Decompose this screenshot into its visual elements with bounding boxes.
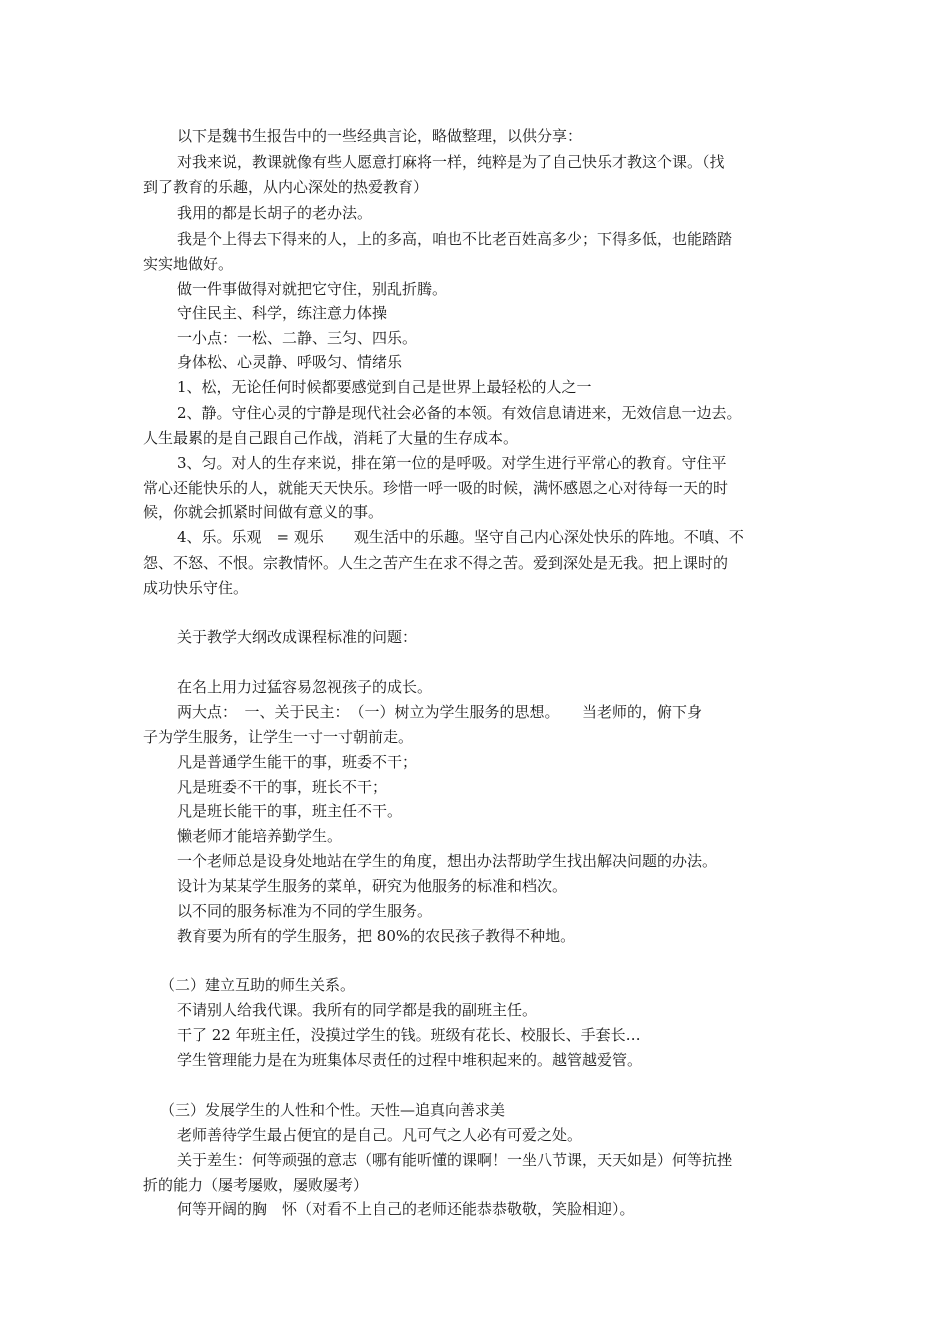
text-line: 候，你就会抓紧时间做有意义的事。 bbox=[143, 503, 384, 521]
text-line: 折的能力（屡考屡败，屡败屡考） bbox=[143, 1176, 369, 1194]
text-line: 凡是班长能干的事，班主任不干。 bbox=[177, 802, 403, 820]
text-line: 成功快乐守住。 bbox=[143, 579, 249, 597]
text-line: 对我来说，教课就像有些人愿意打麻将一样，纯粹是为了自己快乐才教这个课。（找 bbox=[177, 153, 725, 171]
text-line: 一小点：一松、二静、三匀、四乐。 bbox=[177, 329, 418, 347]
text-line: 身体松、心灵静、呼吸匀、情绪乐 bbox=[177, 353, 403, 371]
section-heading: 关于教学大纲改成课程标准的问题： bbox=[177, 628, 418, 646]
text-line: 以下是魏书生报告中的一些经典言论，略做整理，以供分享： bbox=[177, 127, 583, 145]
text-line: 人生最累的是自己跟自己作战，消耗了大量的生存成本。 bbox=[143, 429, 519, 447]
text-line: 实实地做好。 bbox=[143, 255, 234, 273]
text-line: 何等开阔的胸 怀（对看不上自己的老师还能恭恭敬敬，笑脸相迎）。 bbox=[177, 1200, 635, 1218]
section-heading: （三）发展学生的人性和个性。天性—追真向善求美 bbox=[160, 1101, 506, 1119]
text-line: 教育要为所有的学生服务，把 80%的农民孩子教得不种地。 bbox=[177, 927, 576, 945]
text-line: 老师善待学生最占便宜的是自己。凡可气之人必有可爱之处。 bbox=[177, 1126, 583, 1144]
text-line: 守住民主、科学，练注意力体操 bbox=[177, 304, 388, 322]
text-line: 子为学生服务，让学生一寸一寸朝前走。 bbox=[143, 728, 414, 746]
text-line: 4、乐。乐观 = 观乐 观生活中的乐趣。坚守自己内心深处快乐的阵地。不嗔、不 bbox=[177, 528, 744, 546]
text-line: 我是个上得去下得来的人，上的多高，咱也不比老百姓高多少；下得多低，也能踏踏 bbox=[177, 230, 733, 248]
text-line: 懒老师才能培养勤学生。 bbox=[177, 827, 343, 845]
text-line: 关于差生：何等顽强的意志（哪有能听懂的课啊！一坐八节课，天天如是）何等抗挫 bbox=[177, 1151, 733, 1169]
text-line: 2、静。守住心灵的宁静是现代社会必备的本领。有效信息请进来，无效信息一边去。 bbox=[177, 404, 742, 422]
text-line: 设计为某某学生服务的菜单，研究为他服务的标准和档次。 bbox=[177, 877, 568, 895]
text-line: 凡是普通学生能干的事，班委不干； bbox=[177, 753, 418, 771]
text-line: 3、匀。对人的生存来说，排在第一位的是呼吸。对学生进行平常心的教育。守住平 bbox=[177, 454, 727, 472]
section-heading: （二）建立互助的师生关系。 bbox=[160, 976, 356, 994]
text-line: 一个老师总是设身处地站在学生的角度，想出办法帮助学生找出解决问题的办法。 bbox=[177, 852, 718, 870]
text-line: 我用的都是长胡子的老办法。 bbox=[177, 204, 373, 222]
text-line: 怨、不怒、不恨。宗教情怀。人生之苦产生在求不得之苦。爱到深处是无我。把上课时的 bbox=[143, 554, 729, 572]
text-line: 到了教育的乐趣，从内心深处的热爱教育） bbox=[143, 178, 429, 196]
text-line: 凡是班委不干的事，班长不干； bbox=[177, 778, 388, 796]
text-line: 在名上用力过猛容易忽视孩子的成长。 bbox=[177, 678, 433, 696]
text-line: 1、松，无论任何时候都要感觉到自己是世界上最轻松的人之一 bbox=[177, 378, 592, 396]
text-line: 干了 22 年班主任，没摸过学生的钱。班级有花长、校服长、手套长… bbox=[177, 1026, 641, 1044]
text-line: 以不同的服务标准为不同的学生服务。 bbox=[177, 902, 433, 920]
text-line: 两大点： 一、关于民主： （一）树立为学生服务的思想。 当老师的，俯下身 bbox=[177, 703, 703, 721]
text-line: 做一件事做得对就把它守住，别乱折腾。 bbox=[177, 280, 448, 298]
text-line: 学生管理能力是在为班集体尽责任的过程中堆积起来的。越管越爱管。 bbox=[177, 1051, 643, 1069]
text-line: 常心还能快乐的人，就能天天快乐。珍惜一呼一吸的时候，满怀感恩之心对待每一天的时 bbox=[143, 479, 729, 497]
text-line: 不请别人给我代课。我所有的同学都是我的副班主任。 bbox=[177, 1001, 538, 1019]
